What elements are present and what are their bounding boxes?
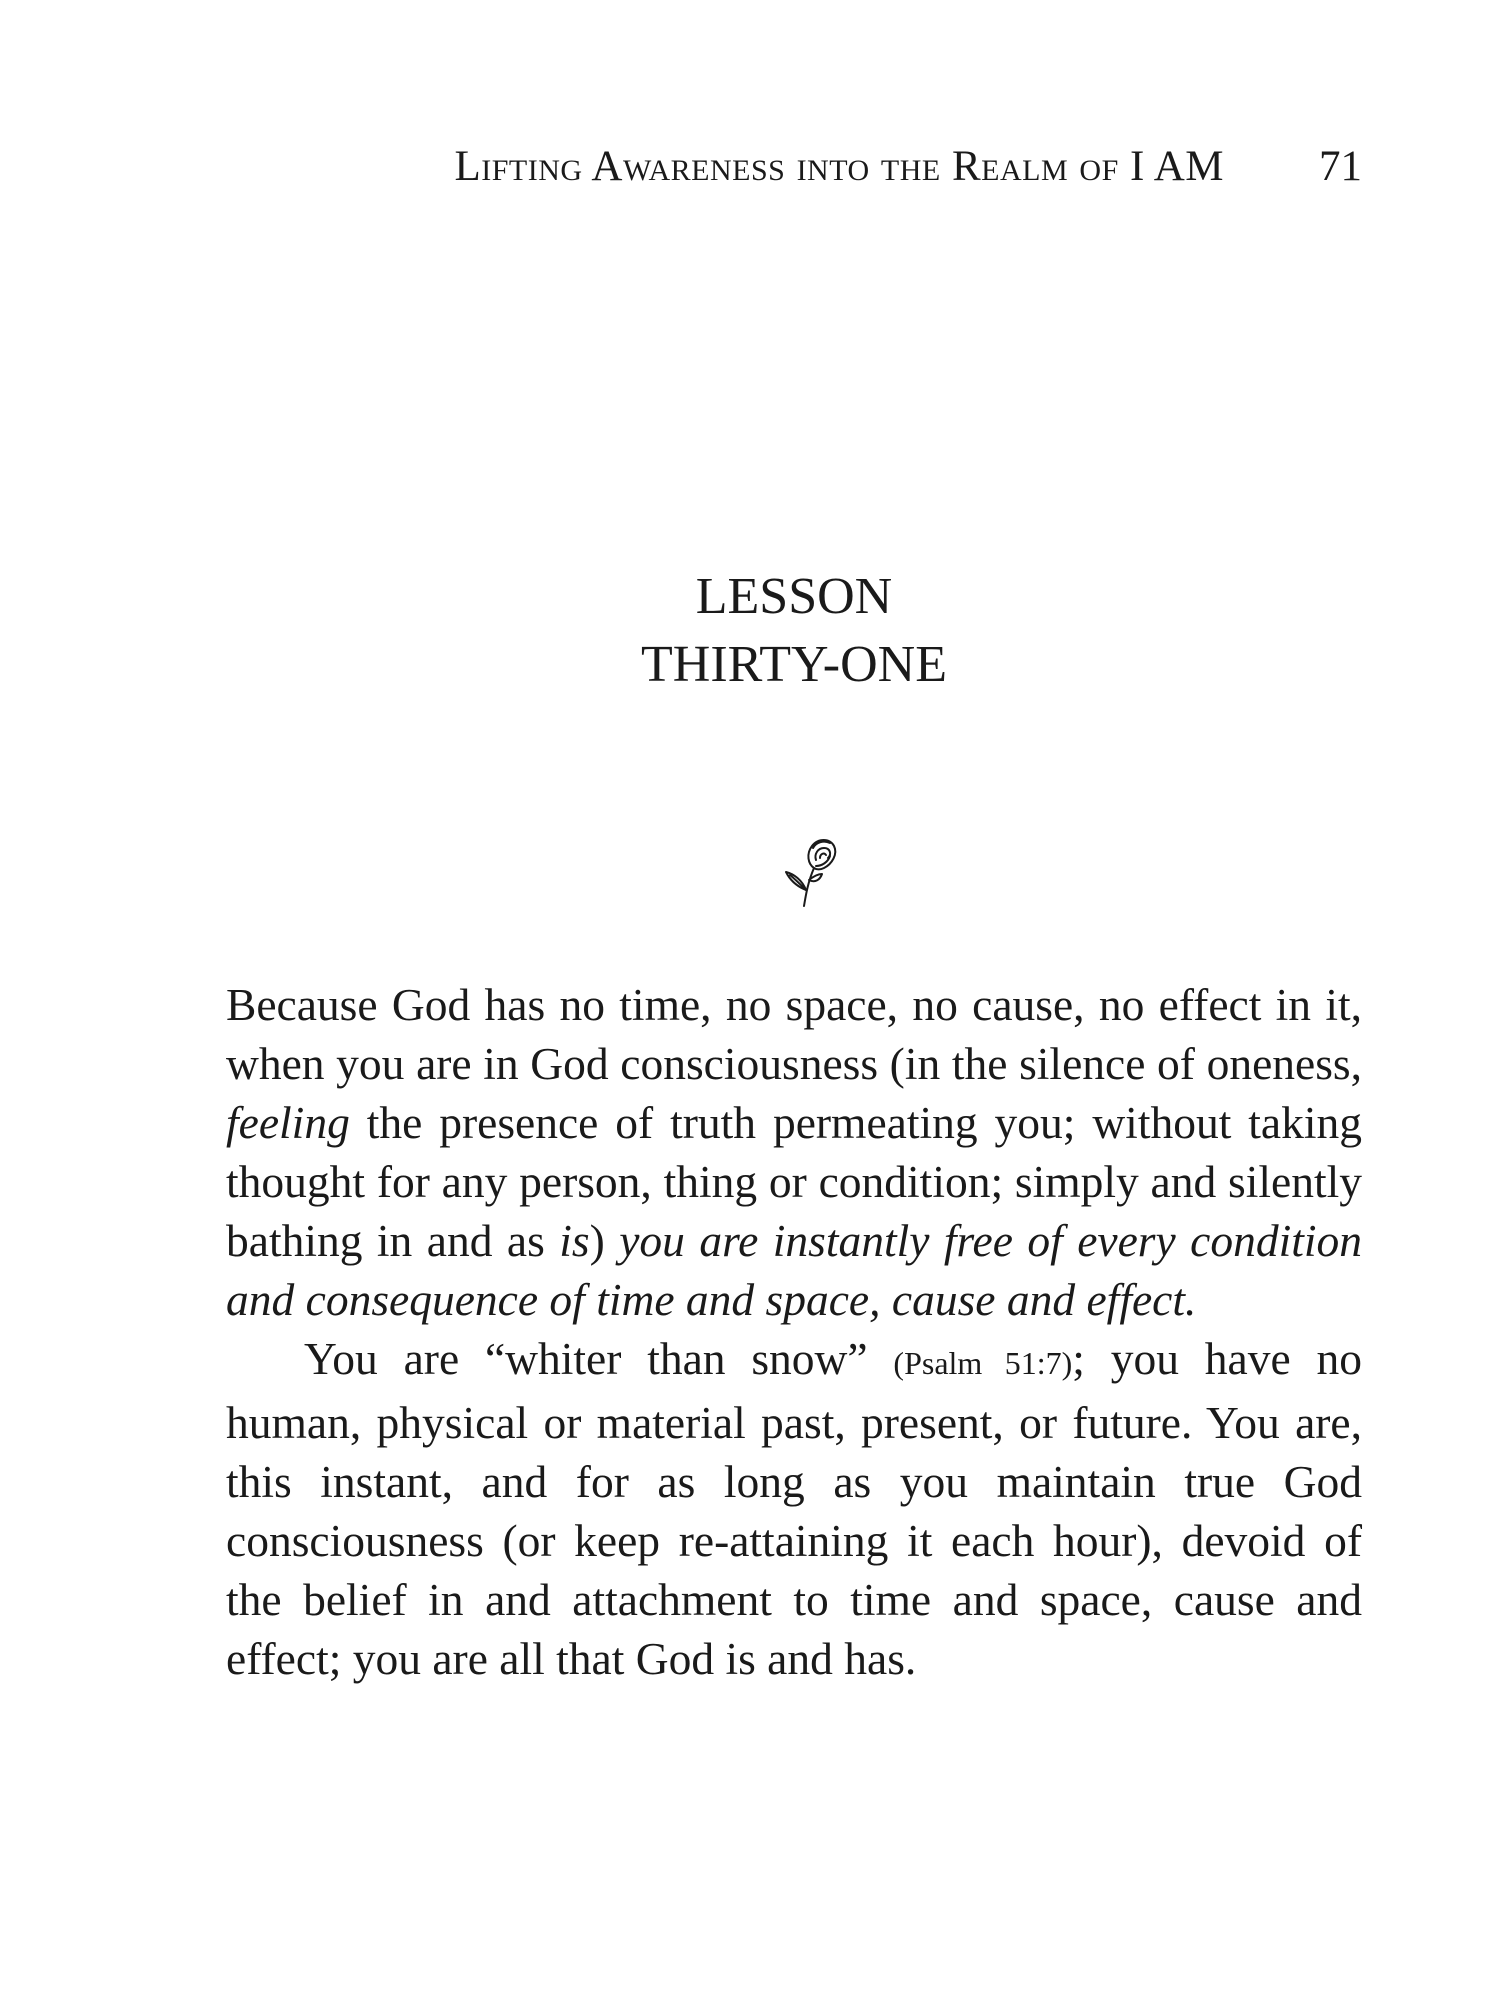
lesson-heading-line-2: THIRTY-ONE <box>641 636 947 693</box>
paragraph-2 <box>226 1329 1362 1688</box>
paragraph-1-italic-tail: you are instantly free of every condition and consequence of time and space, cause and effect. <box>226 1215 1362 1325</box>
paragraph-2-text-a: You are “whiter than snow” <box>304 1333 894 1384</box>
scripture-citation: (Psalm 51:7) <box>893 1345 1073 1381</box>
paragraph-1-text-c: ) <box>589 1215 620 1266</box>
paragraph-1 <box>226 975 1362 1329</box>
paragraph-1-emphasis-feeling: feeling <box>226 1097 350 1148</box>
page-number: 71 <box>1319 143 1362 190</box>
lesson-heading-line-1: LESSON <box>695 568 893 625</box>
running-head <box>226 142 1362 202</box>
rose-icon <box>780 830 840 910</box>
paragraph-1-emphasis-is: is <box>559 1215 590 1266</box>
lesson-heading <box>226 563 1362 699</box>
paragraph-2-text-b: ; you have no human, physical or material past, present, or future. You are, this instant, and for as long as you maintain true God consciousness (or keep re-attaining it each hour), devoid of the belief in and attachment to time and space, cause and effect; you are all that God is and has. <box>226 1333 1362 1684</box>
paragraph-1-text-a: Because God has no time, no space, no cause, no effect in it, when you are in God consciousness (in the silence of oneness, <box>226 979 1362 1089</box>
paragraph-1-text-b: the presence of truth permeating you; without taking thought for any person, thing or condition; simply and silently bathing in and as <box>226 1097 1362 1266</box>
running-title: Lifting Awareness into the Realm of I AM <box>454 143 1224 190</box>
body-text <box>226 975 1362 1688</box>
